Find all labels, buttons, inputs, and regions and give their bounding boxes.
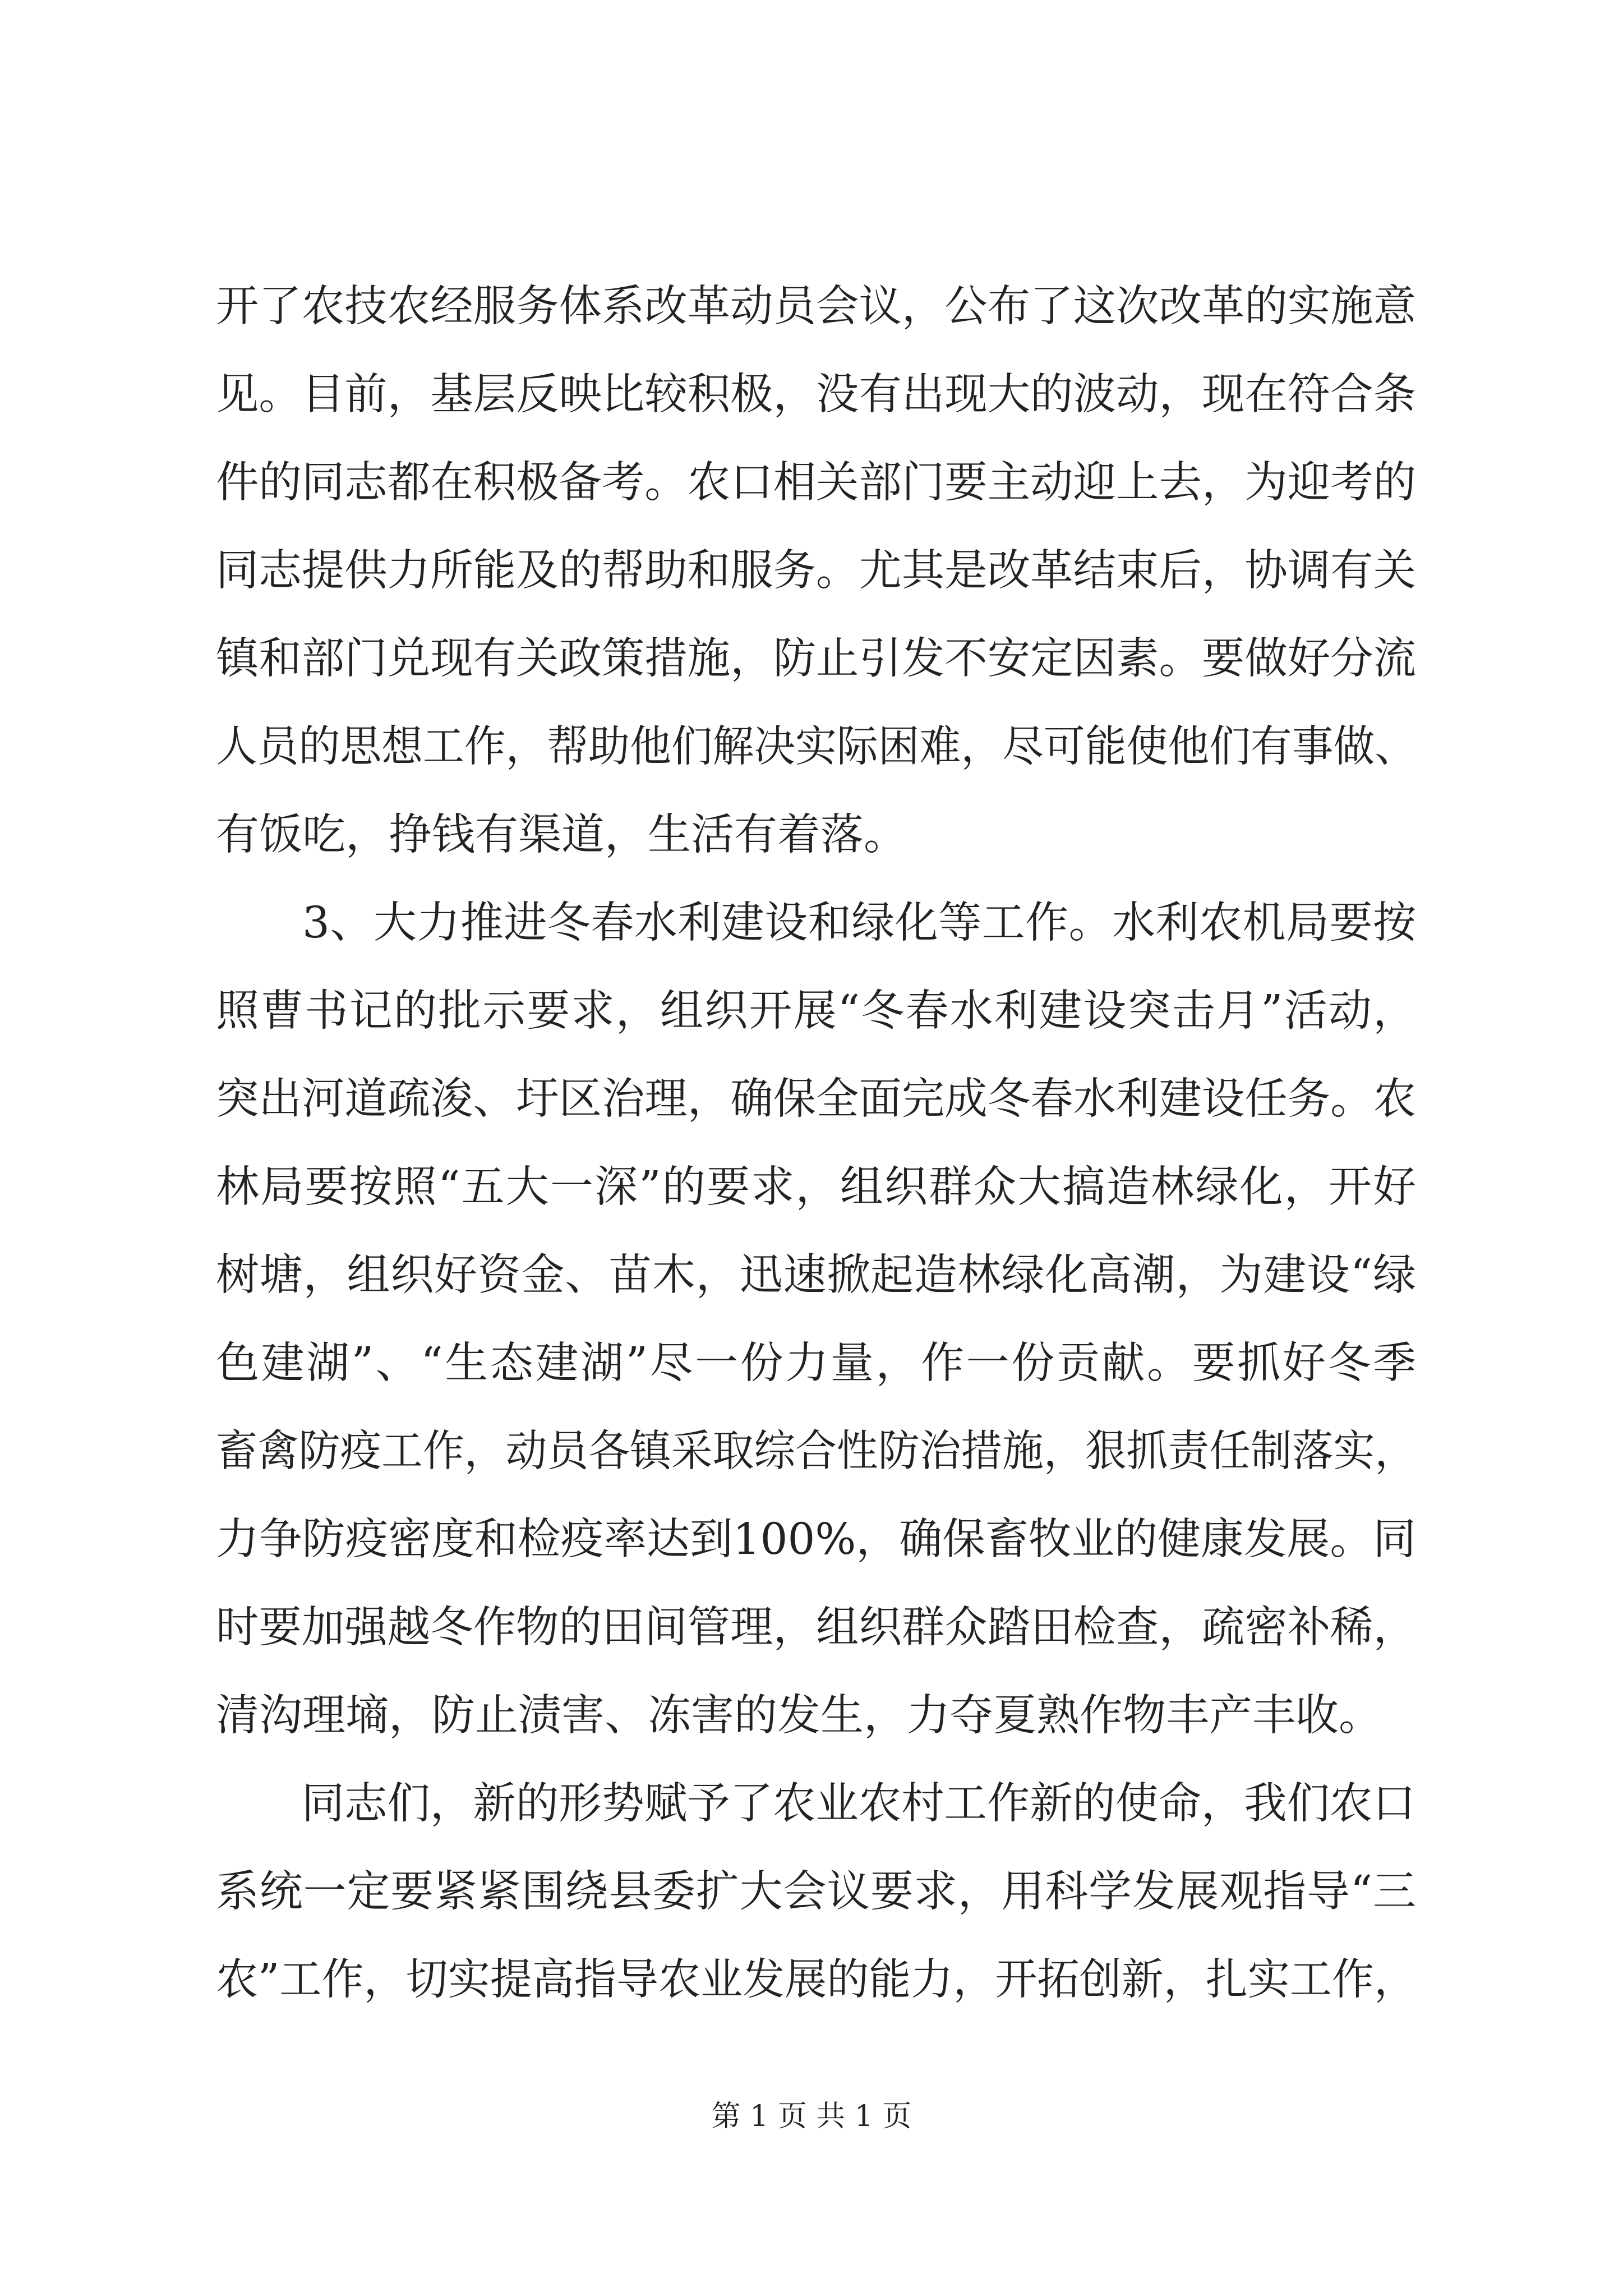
text-line: 清沟理墒，防止渍害、冻害的发生，力夺夏熟作物丰产丰收。	[216, 1691, 1382, 1741]
text-line: 突出河道疏浚、圩区治理，确保全面完成冬春水利建设任务。农	[216, 1074, 1417, 1124]
text-line: 林局要按照“五大一深”的要求，组织群众大搞造林绿化，开好	[216, 1162, 1418, 1212]
page-number: 第 1 页 共 1 页	[711, 2100, 912, 2133]
text-line: 畜禽防疫工作，动员各镇采取综合性防治措施，狠抓责任制落实，	[216, 1427, 1417, 1476]
text-line: 同志提供力所能及的帮助和服务。尤其是改革结束后，协调有关	[216, 546, 1417, 596]
text-line: 见。目前，基层反映比较积极，没有出现大的波动，现在符合条	[216, 370, 1417, 420]
text-line: 色建湖”、“生态建湖”尽一份力量，作一份贡献。要抓好冬季	[216, 1338, 1418, 1388]
text-line: 3、大力推进冬春水利建设和绿化等工作。水利农机局要按	[302, 898, 1417, 948]
text-line: 有饭吃，挣钱有渠道，生活有着落。	[216, 810, 907, 860]
text-line: 人员的思想工作，帮助他们解决实际困难，尽可能使他们有事做、	[216, 722, 1417, 772]
text-line: 镇和部门兑现有关政策措施，防止引发不安定因素。要做好分流	[216, 634, 1417, 684]
text-line: 开了农技农经服务体系改革动员会议，公布了这次改革的实施意	[216, 282, 1417, 332]
text-line: 时要加强越冬作物的田间管理，组织群众踏田检查，疏密补稀，	[216, 1603, 1417, 1653]
text-line: 系统一定要紧紧围绕县委扩大会议要求，用科学发展观指导“三	[216, 1867, 1417, 1917]
text-line: 农”工作，切实提高指导农业发展的能力，开拓创新，扎实工作，	[216, 1955, 1417, 2005]
text-line: 件的同志都在积极备考。农口相关部门要主动迎上去，为迎考的	[216, 458, 1417, 508]
page-footer	[0, 2094, 1623, 2139]
text-line: 力争防疫密度和检疫率达到100%，确保畜牧业的健康发展。同	[216, 1515, 1416, 1565]
text-line: 照曹书记的批示要求，组织开展“冬春水利建设突击月”活动，	[216, 986, 1418, 1036]
body-text	[216, 263, 1416, 2024]
text-line: 同志们，新的形势赋予了农业农村工作新的使命，我们农口	[301, 1779, 1415, 1829]
text-line: 树塘，组织好资金、苗木，迅速掀起造林绿化高潮，为建设“绿	[216, 1250, 1417, 1300]
